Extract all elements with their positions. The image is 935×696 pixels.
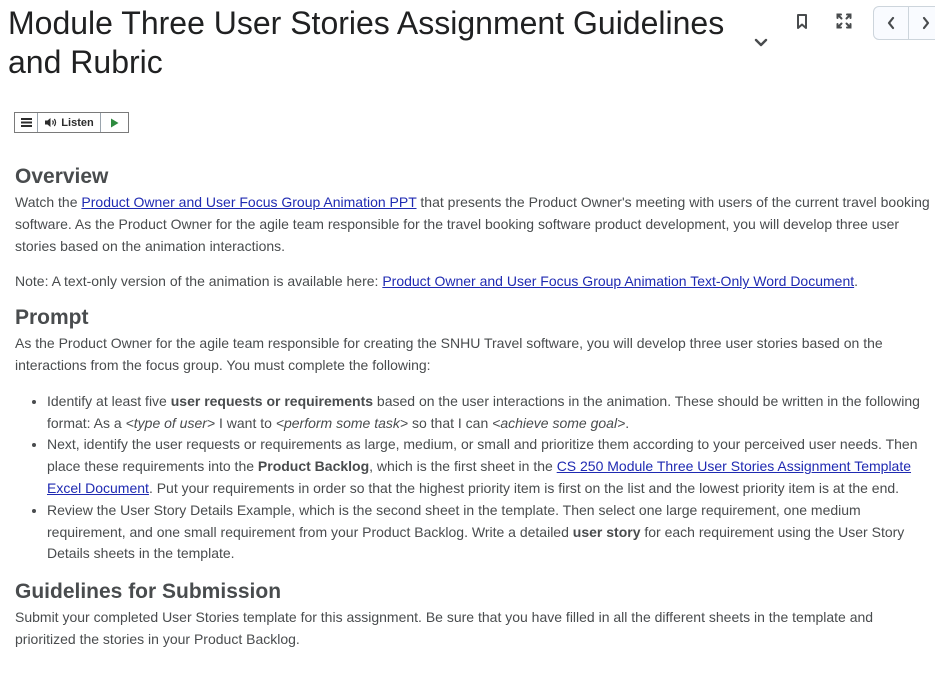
overview-paragraph: Watch the Product Owner and User Focus Group Animation PPT that presents the Product Owner's meeting with users of the current travel booking software. As the Product Owner for the agile team responsible for the travel booking software product development, you will develop three user stories based on the animation interactions. (15, 194, 930, 254)
overview-heading: Overview (15, 165, 109, 188)
speaker-icon (44, 117, 58, 128)
listen-menu-button[interactable] (15, 113, 38, 132)
listen-button[interactable] (38, 113, 101, 132)
topic-navigation (873, 6, 935, 40)
list-item: • Review the User Story Details Example, which is the second sheet in the template. Then select one large requirement, one medium requirement, and one small requirement from your Product Backlog. Write a detailed user story for each requirement using the User Story Details sheets in the template. (47, 500, 930, 565)
list-item: • Identify at least five user requests or requirements based on the user interactions in the animation. These should be written in the following format: As a <type of user> I want to <perform some task> so that I can <achieve some goal>. (47, 391, 930, 435)
chevron-down-icon[interactable] (752, 34, 770, 52)
play-button[interactable] (101, 113, 128, 132)
template-excel-link[interactable]: CS 250 Module Three User Stories Assignment Template Excel Document (47, 458, 912, 496)
animation-ppt-link[interactable]: Product Owner and User Focus Group Animation PPT (81, 194, 417, 210)
guidelines-heading: Guidelines for Submission (15, 580, 282, 604)
chevron-left-icon (886, 16, 896, 30)
list-item: • Next, identify the user requests or requirements as large, medium, or small and prioritize them according to your perceived user needs. Then place these requirements into the Product Backlog, which is the first sheet in the CS 250 Module Three User Stories Assignment Template Excel Document. Put your requirements in order so that the highest priority item is first on the list and the lowest priority item is at the end. (47, 434, 930, 499)
previous-topic-button[interactable] (874, 7, 908, 39)
next-topic-button[interactable] (908, 7, 935, 39)
listen-label: Listen (61, 116, 94, 129)
prompt-intro: As the Product Owner for the agile team responsible for creating the SNHU Travel software, you will develop three user stories based on the interactions from the focus group. You must complete the following: (15, 335, 883, 373)
menu-icon (21, 118, 32, 127)
play-icon (110, 118, 119, 128)
page-title: Module Three User Stories Assignment Guidelines and Rubric (8, 5, 725, 80)
guidelines-paragraph: Submit your completed User Stories template for this assignment. Be sure that you have filled in all the different sheets in the template and prioritized the stories in your Product Backlog. (15, 609, 874, 647)
chevron-right-icon (921, 16, 931, 30)
prompt-list (15, 391, 930, 565)
bookmark-icon[interactable] (796, 13, 808, 31)
listen-toolbar (14, 112, 129, 133)
prompt-heading: Prompt (15, 306, 89, 330)
assignment-content (15, 162, 930, 651)
text-only-document-link[interactable]: Product Owner and User Focus Group Animation Text-Only Word Document (382, 273, 855, 290)
fullscreen-icon[interactable] (836, 13, 852, 29)
overview-note: Note: A text-only version of the animation is available here: Product Owner and User Focus Group Animation Text-Only Word Document. (15, 273, 859, 290)
